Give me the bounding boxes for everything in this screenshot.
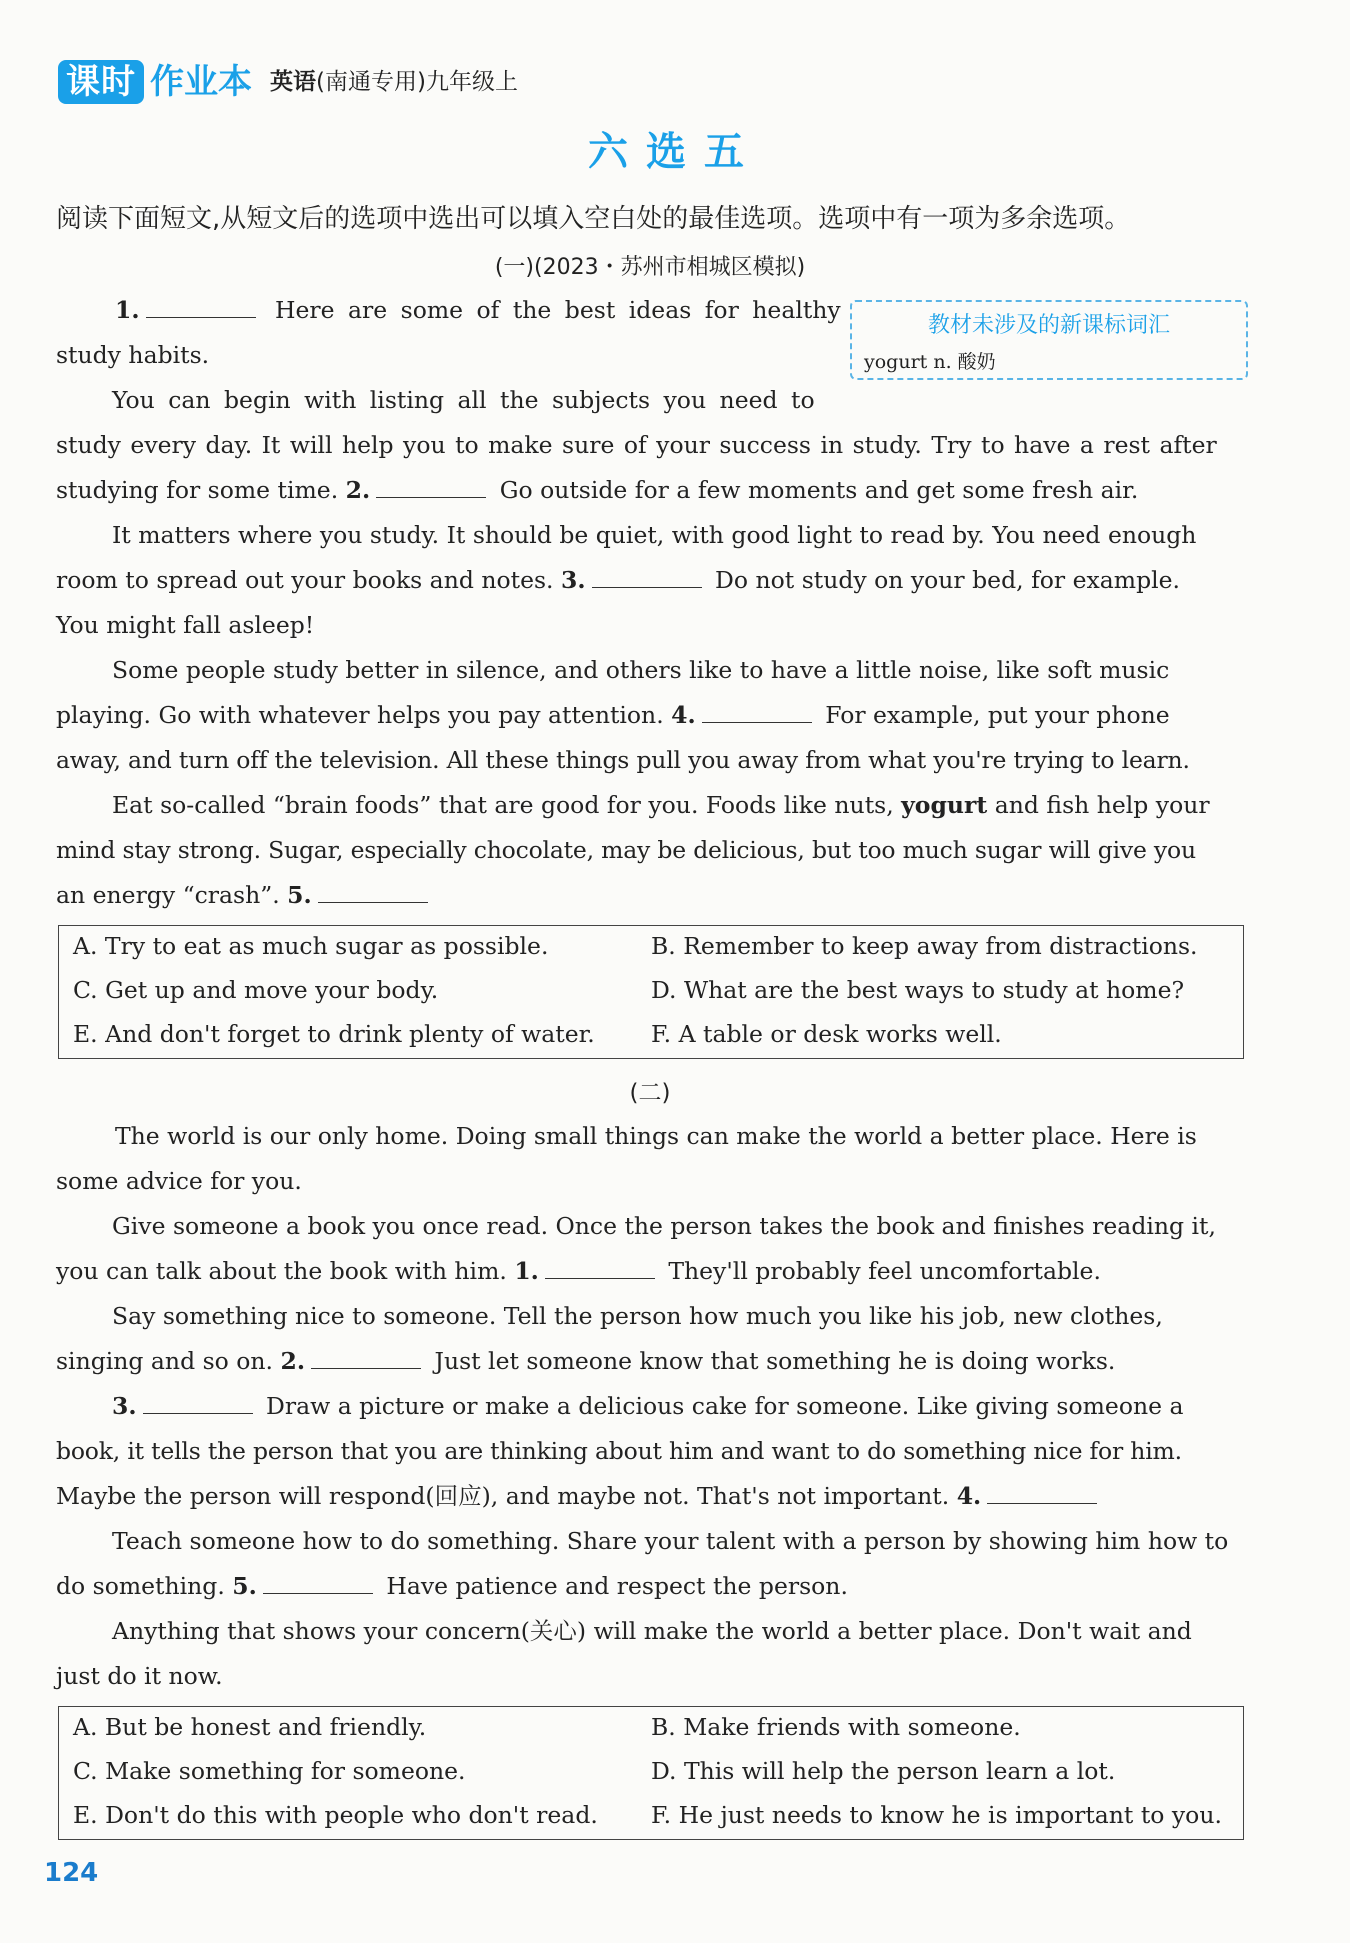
passage1-line-8: You might fall asleep! xyxy=(56,611,315,639)
passage2-line-9: Maybe the person will respond(回应), and maybe not. That's not important. 4. xyxy=(56,1474,1248,1518)
brand-logo-text: 作业本 xyxy=(150,62,252,102)
passage2-line-12: Anything that shows your concern(关心) will make the world a better place. Don't wait and xyxy=(112,1617,1192,1645)
option-a: A. Try to eat as much sugar as possible. xyxy=(73,932,549,960)
passage1-line-2: study habits. xyxy=(56,341,210,369)
option-b: B. Remember to keep away from distractions. xyxy=(651,932,1198,960)
header-brand xyxy=(58,60,518,104)
option-f: F. He just needs to know he is important to you. xyxy=(651,1801,1222,1829)
part2-subtitle: (二) xyxy=(629,1080,671,1106)
option-c: C. Make something for someone. xyxy=(73,1757,466,1785)
brand-logo-box: 课时 xyxy=(58,60,144,104)
passage1-line-5: studying for some time. 2. Go outside for a few moments and get some fresh air. xyxy=(56,476,1139,504)
passage1-line-3: You can begin with listing all the subjects you need to xyxy=(112,386,815,414)
passage1-line-11: away, and turn off the television. All these things pull you away from what you're trying to learn. xyxy=(56,746,1190,774)
vocabulary-item: yogurt n. 酸奶 xyxy=(864,351,996,373)
vocabulary-title: 教材未涉及的新课标词汇 xyxy=(927,313,1170,338)
passage1-line-4: study every day. It will help you to make sure of your success in study. Try to have a rest after xyxy=(56,431,1217,459)
passage1-line-6: It matters where you study. It should be quiet, with good light to read by. You need enough xyxy=(112,521,1197,549)
passage2-line-3: Give someone a book you once read. Once the person takes the book and finishes reading it, xyxy=(112,1212,1216,1240)
passage1-line-12: Eat so-called “brain foods” that are good for you. Foods like nuts, yogurt and fish help your xyxy=(112,791,1210,819)
section-title: 六选五 xyxy=(588,129,762,175)
option-e: E. And don't forget to drink plenty of water. xyxy=(73,1020,595,1048)
passage1-line-10: playing. Go with whatever helps you pay attention. 4. For example, put your phone xyxy=(56,701,1170,729)
passage1-line-1: 1. Here are some of the best ideas for healthy xyxy=(115,296,841,324)
passage2-line-5: Say something nice to someone. Tell the person how much you like his job, new clothes, xyxy=(112,1302,1163,1330)
option-e: E. Don't do this with people who don't read. xyxy=(73,1801,598,1829)
passage2-line-6: singing and so on. 2. Just let someone know that something he is doing works. xyxy=(56,1347,1116,1375)
option-d: D. What are the best ways to study at home? xyxy=(651,976,1185,1004)
passage2-line-1: The world is our only home. Doing small things can make the world a better place. Here is xyxy=(115,1122,1197,1150)
passage2-line-4: you can talk about the book with him. 1. They'll probably feel uncomfortable. xyxy=(56,1257,1101,1285)
passage1-line-9: Some people study better in silence, and others like to have a little noise, like soft music xyxy=(112,656,1170,684)
passage1-line-13: mind stay strong. Sugar, especially chocolate, may be delicious, but too much sugar will give you xyxy=(56,836,1196,864)
instructions: 阅读下面短文,从短文后的选项中选出可以填入空白处的最佳选项。选项中有一项为多余选项。 xyxy=(56,204,1131,234)
option-b: B. Make friends with someone. xyxy=(651,1713,1021,1741)
options-box-1 xyxy=(58,925,1244,1059)
page-number: 124 xyxy=(44,1858,99,1888)
passage1-line-7: room to spread out your books and notes. 3. Do not study on your bed, for example. xyxy=(56,566,1181,594)
subject-label: 英语(南通专用)九年级上 xyxy=(270,69,518,95)
passage1-line-14: an energy “crash”. 5. xyxy=(56,873,1248,917)
passage2-line-10: Teach someone how to do something. Share your talent with a person by showing him how to xyxy=(112,1527,1229,1555)
passage2-line-13: just do it now. xyxy=(56,1662,223,1690)
option-a: A. But be honest and friendly. xyxy=(73,1713,427,1741)
passage2-line-2: some advice for you. xyxy=(56,1167,302,1195)
option-d: D. This will help the person learn a lot. xyxy=(651,1757,1116,1785)
part1-subtitle: (一)(2023・苏州市相城区模拟) xyxy=(494,255,806,280)
options-box-2 xyxy=(58,1706,1244,1840)
passage2-line-8: book, it tells the person that you are thinking about him and want to do something nice for him. xyxy=(56,1437,1182,1465)
option-c: C. Get up and move your body. xyxy=(73,976,439,1004)
passage2-line-7: 3. Draw a picture or make a delicious cake for someone. Like giving someone a xyxy=(112,1392,1184,1420)
option-f: F. A table or desk works well. xyxy=(651,1020,1002,1048)
passage2-line-11: do something. 5. Have patience and respect the person. xyxy=(56,1572,848,1600)
